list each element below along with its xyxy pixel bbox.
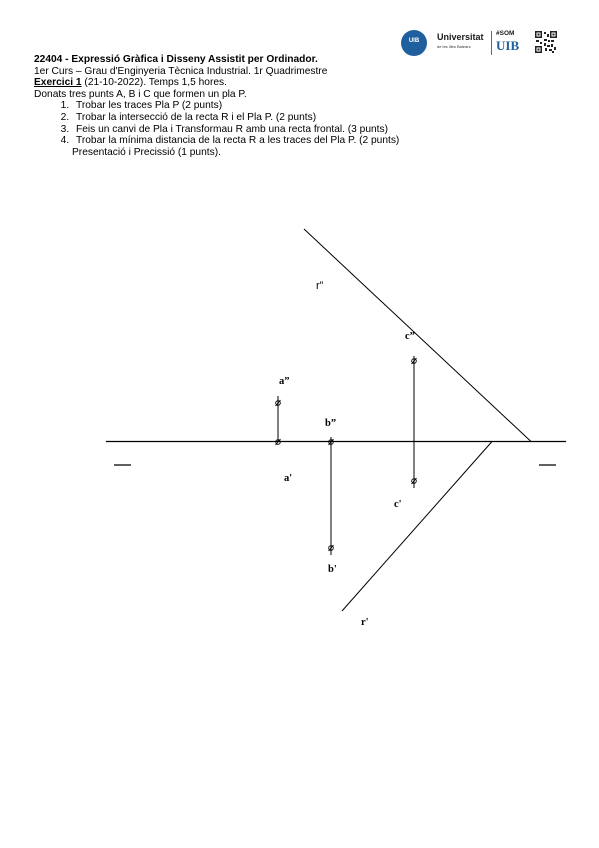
- logo-university-text: Universitat: [437, 32, 484, 42]
- exercise-label: Exercici 1: [34, 77, 82, 89]
- logo-uib-text: UIB: [496, 38, 520, 53]
- label-a-double: a”: [279, 376, 290, 387]
- label-c-double: c”: [405, 331, 415, 342]
- course-line: 1er Curs – Grau d'Enginyeria Tècnica Industrial. 1r Quadrimestre: [34, 65, 328, 77]
- logo-som-text: #SOM: [496, 30, 515, 37]
- label-a-single: a': [284, 473, 293, 484]
- task-item: 2. Trobar la intersecció de la recta R i el Pla P. (2 punts): [72, 112, 464, 124]
- task-item: 1. Trobar les traces Pla P (2 punts): [72, 100, 464, 112]
- line-r-vertical-projection: [304, 229, 531, 442]
- line-r-horizontal-projection: [342, 442, 492, 612]
- logo-university-subtext: de les Illes Balears: [437, 44, 471, 49]
- label-r-single: r': [361, 617, 369, 628]
- exam-title: 22404 - Expressió Gràfica i Disseny Assistit per Ordinador.: [34, 54, 318, 65]
- statement: Donats tres punts A, B i C que formen un pla P.: [34, 88, 247, 100]
- task-item: 4. Trobar la mínima distancia de la recta R a les traces del Pla P. (2 punts): [72, 135, 464, 147]
- task-item: 3. Feis un canvi de Pla i Transformau R amb una recta frontal. (3 punts): [72, 124, 464, 136]
- label-r-double: r”: [316, 280, 324, 292]
- label-b-double: b”: [325, 418, 337, 429]
- uib-seal-icon: UIB: [401, 30, 427, 56]
- exercise-info: (21-10-2022). Temps 1,5 hores.: [81, 77, 227, 89]
- label-c-single: c': [394, 499, 402, 510]
- presentation-line: Presentació i Precissió (1 punts).: [72, 146, 221, 158]
- label-b-single: b': [328, 564, 337, 575]
